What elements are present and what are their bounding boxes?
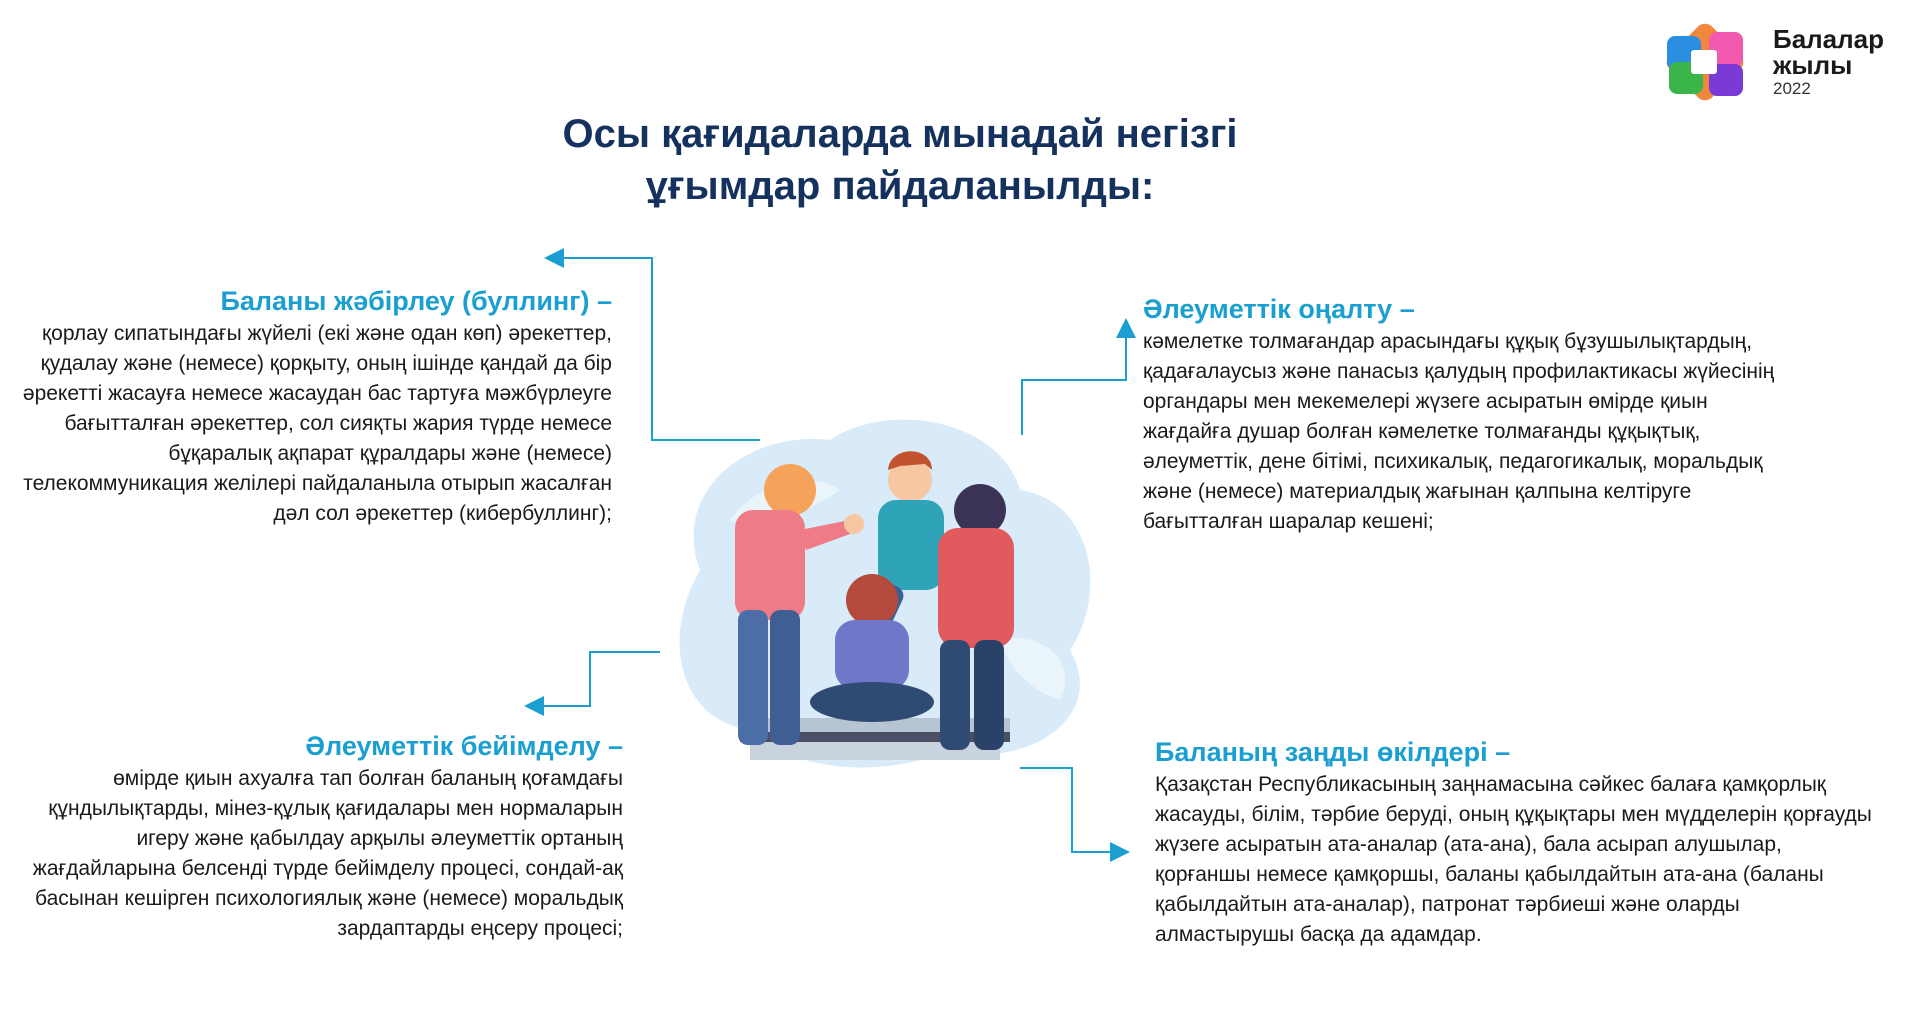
definition-bullying [20,283,612,529]
arrow-to-representatives [1020,768,1126,852]
bullying-illustration [640,400,1120,780]
logo-line-1: Балалар [1773,24,1884,54]
logo-year: 2022 [1773,79,1811,98]
definition-social-rehabilitation [1143,291,1783,537]
title-line-1: Осы қағидаларда мынадай негізгі [562,112,1238,156]
text-bullying: қорлау сипатындағы жүйелі (екі және одан көп) әрекеттер, қудалау және (немесе) қорқыту, оның ішінде қандай да бір әрекетті жасауға немесе жасаудан бас тартуға мәжбүрлеуге бағытталған әрекеттер, сол сияқты жария түрде немесе бұқаралық ақпарат құралдары және (немесе) телекоммуникация желілері пайдаланыла отырып жасалған дәл сол әрекеттер (кибербуллинг); [22,322,612,525]
logo-line-2: жылы [1773,50,1853,80]
text-social-adaptation: өмірде қиын ахуалға тап болған баланың қоғамдағы құндылықтарды, мінез-құлық қағидалары мен нормаларын игеру және қабылдау арқылы әлеуметтік ортаның жағдайларына белсенді түрде бейімделу процесі, сондай-ақ басынан кешірген психологиялық және (немесе) моральдық зардаптарды еңсеру процесі; [32,767,623,940]
term-social-adaptation: Әлеуметтік бейімделу – [305,731,623,761]
definition-social-adaptation [20,728,623,944]
definition-legal-representatives [1155,734,1875,950]
text-social-rehabilitation: кәмелетке толмағандар арасындағы құқық бұзушылықтардың, қадағалаусыз және панасыз қалудың профилактикасы жүйесінің органдары мен мекемелері жүзеге асыратын өмірде қиын жағдайға душар болған кәмелетке толмағанды құқықтық, әлеуметтік, дене бітімі, психикалық, педагогикалық, моральдық және (немесе) материалдық жағынан қалпына келтіруге бағытталған шаралар кешені; [1143,330,1775,533]
term-social-rehabilitation: Әлеуметтік оңалту – [1143,294,1415,324]
text-legal-representatives: Қазақстан Республикасының заңнамасына сәйкес балаға қамқорлық жасауды, білім, тәрбие беруді, оның құқықтары мен мүдделерін қорғауды жүзеге асыратын ата-аналар (ата-ана), бала асырап алушылар, қорғаншы немесе қамқоршы, баланы қабылдайтын ата-ана (баланы қабылдайтын ата-аналар), патронат тәрбиеші және оларды алмастырушы басқа да адамдар. [1155,773,1872,946]
term-bullying: Баланы жәбірлеу (буллинг) – [220,286,612,316]
term-legal-representatives: Баланың заңды өкілдері – [1155,737,1511,767]
title-line-2: ұғымдар пайдаланылды: [645,164,1155,208]
